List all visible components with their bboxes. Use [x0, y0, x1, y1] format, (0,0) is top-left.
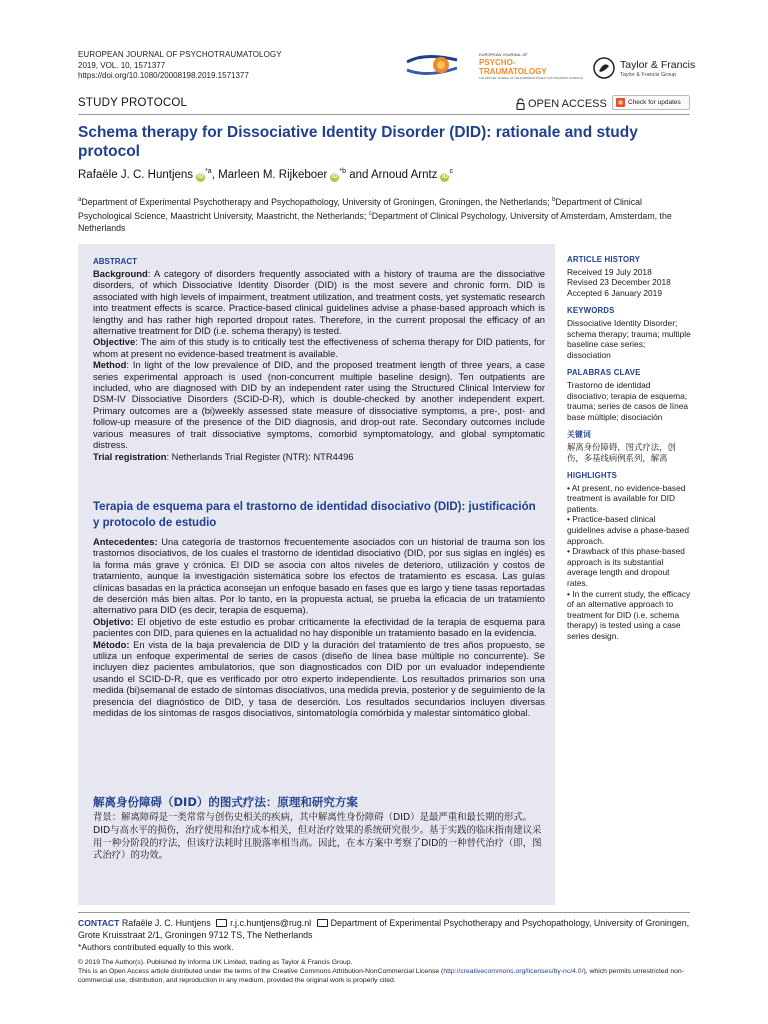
- publisher-sub: Taylor & Francis Group: [620, 72, 677, 78]
- taylor-francis-logo: [592, 56, 702, 84]
- orcid-icon[interactable]: iD: [197, 173, 204, 180]
- palabras-block: [567, 368, 691, 422]
- license-text-2: ), which permits unrestricted non-commercial use, distribution, and reproduction in any medium, provided the original work is properly cited.: [78, 968, 684, 985]
- affil-c: Department of Clinical Psychology, University of Amsterdam, Amsterdam, the Netherlands: [78, 210, 672, 233]
- license-text-1: This is an Open Access article distributed under the terms of the Creative Commons Attribution-NonCommercial License (: [78, 968, 444, 976]
- license-line: [78, 967, 690, 985]
- highlight-2: • Practice-based clinical guidelines advise a phase-based approach.: [567, 514, 689, 546]
- author-3[interactable]: and Arnoud Arntz: [346, 168, 438, 181]
- author-2[interactable]: , Marleen M. Rijkeboer: [211, 168, 328, 181]
- chinese-title: 解离身份障碍（DID）的图式疗法：原理和研究方案: [93, 795, 358, 809]
- trial-text: : Netherlands Trial Register (NTR): NTR4496: [166, 450, 354, 462]
- journal-logo: [405, 48, 583, 82]
- method-paragraph: [93, 359, 545, 450]
- author-1[interactable]: Rafaële J. C. Huntjens: [78, 168, 194, 181]
- background-label: Background: [93, 268, 148, 279]
- contact-label: CONTACT: [78, 918, 120, 928]
- background-text: : A category of disorders frequently associated with a history of trauma are the dissociative disorders, of which Dissociative Identity Disorder (DID) is the most severe and chronic form. DID is associated with high levels of impairment, treatment utilization, and treatment costs, yet systematic research into treatment effects is scarce. Practice-based clinical guidelines advise a phase-based approach which is lengthy and has rather high reported dropout rates. Therefore, in the current proposal the efficacy of an alternative treatment for DID (i.e. schema therapy) is tested.: [93, 268, 545, 337]
- orcid-icon[interactable]: iD: [331, 173, 338, 180]
- affiliations: [78, 194, 690, 234]
- copyright-line: © 2019 The Author(s). Published by Informa UK Limited, trading as Taylor & Francis Group.: [78, 959, 353, 966]
- orcid-icon[interactable]: iD: [441, 173, 448, 180]
- chinese-abstract: 背景：解离障碍是一类常常与创伤史相关的疾病，其中解离性身份障碍（DID）是最严重和最长期的形式。 DID与高水平的损伤，治疗使用和治疗成本相关，但对治疗效果的系统研究很少。基于实践的临床指南建议采用一种分阶段的疗法，但该疗法耗时且脱落率相当高。因此，在本方案中考察了DID的一种替代治疗（即，图式治疗）的功效。: [93, 812, 542, 862]
- publisher-name: Taylor & Francis: [620, 59, 696, 71]
- objetivo-label: Objetivo:: [93, 615, 134, 627]
- address-icon: [317, 919, 328, 927]
- method-label: Method: [93, 359, 127, 371]
- trial-label: Trial registration: [93, 450, 167, 462]
- article-history: [567, 255, 691, 298]
- highlight-4: • In the current study, the efficacy of an alternative approach to treatment for DID (i.e. schema therapy) is tested using a case series design.: [567, 588, 691, 641]
- affil-b-sup: b: [552, 197, 556, 203]
- affil-a-sup: a: [78, 197, 82, 203]
- article-type: STUDY PROTOCOL: [78, 97, 188, 109]
- check-updates-label: Check for updates: [628, 99, 681, 106]
- highlights-block: [567, 471, 691, 642]
- highlight-1: • At present, no evidence-based treatment is available for DID patients.: [567, 482, 686, 514]
- revised-date: Revised 23 December 2018: [567, 277, 671, 288]
- objective-paragraph: [93, 336, 545, 359]
- author-3-sup: c: [449, 168, 453, 175]
- keywords-text: Dissociative Identity Disorder; schema therapy; trauma; multiple baseline case series; dissociation: [567, 317, 691, 360]
- open-lock-icon: [516, 98, 525, 110]
- metodo-paragraph: [93, 639, 545, 719]
- palabras-text: Trastorno de identidad disociativo; terapia de esquema; trauma; series de casos de línea base múltiple; disociación: [567, 379, 689, 422]
- contact-name: Rafaële J. C. Huntjens: [121, 918, 211, 928]
- author-2-sup: *b: [339, 168, 346, 175]
- author-list: [78, 168, 453, 182]
- metodo-label: Método:: [93, 638, 130, 650]
- license-link[interactable]: http://creativecommons.org/licenses/by-nc/4.0/: [443, 968, 584, 976]
- open-access-label: OPEN ACCESS: [528, 98, 607, 110]
- objective-text: : The aim of this study is to critically test the effectiveness of schema therapy for DID patients, for whom at present no evidence-based treatment is available.: [93, 336, 545, 359]
- palabras-heading: PALABRAS CLAVE: [567, 368, 641, 378]
- antecedentes-text: Una categoría de trastornos frecuentemente asociados con un historial de trauma son los trastornos disociativos, de los cuales el trastorno de identidad disociativo (DID, por sus siglas en inglés) es la forma más grave y crónica. El DID se asocia con altos niveles de deterioro, utilización y costos de tratamiento, aunque la investigación sistemática sobre los efectos de tratamiento es escasa. Las guías clínicas basadas en la práctica aconsejan un enfoque basado en fases que es largo y tiene tasas reportadas de deserción más bien altas. Por lo tanto, en la propuesta actual, se prueba la eficacia de un tratamiento alternativo para DID (es decir, terapia de esquema).: [93, 536, 545, 616]
- zh-keywords-block: [567, 430, 691, 463]
- zh-keywords-text: 解离身份障碍，图式疗法，创伤，多基线病例系列，解离: [567, 441, 676, 463]
- check-updates-icon: [616, 98, 625, 107]
- highlight-3: • Drawback of this phase-based approach is its substantial average length and dropout rates.: [567, 546, 685, 589]
- keywords-heading: KEYWORDS: [567, 306, 615, 316]
- objetivo-text: El objetivo de este estudio es probar críticamente la efectividad de la terapia de esquema para pacientes con DID, para quienes en la actualidad no hay disponible un tratamiento basado en la evidencia.: [93, 615, 545, 639]
- antecedentes-paragraph: [93, 536, 545, 616]
- header-divider: [78, 114, 690, 115]
- check-updates-button[interactable]: [612, 95, 690, 110]
- article-sidebar: [567, 255, 691, 650]
- contact-address: Department of Experimental Psychotherapy and Psychopathology, University of Groningen, Grote Kruisstraat 2/1, Groningen 9712 TS, The Netherlands: [78, 918, 690, 940]
- highlights-heading: HIGHLIGHTS: [567, 471, 618, 481]
- affil-c-sup: c: [368, 210, 372, 217]
- metodo-text: En vista de la baja prevalencia de DID y la duración del tratamiento de tres años propuesto, se utiliza un enfoque experimental de series de casos (diseño de línea base múltiple no concurrente). Se incluyen diez pacientes ambulatorios, que son diagnosticados con DID por un evaluador independiente usando el SCID-D-R, que es verificado por otro experto independiente. Los resultados primarios son una medida (bi)semanal de estado de síntomas disociativos, una medida previa, posterior y de seguimiento de la presencia del diagnóstico de DID, y tasa de deserción. Los resultados secundarios incluyen diversas medidas de los síntomas de rasgos disociativos, sintomatología comórbida y malestar sintomático global.: [93, 638, 545, 719]
- footer-divider: [78, 912, 690, 913]
- english-abstract: [93, 268, 545, 462]
- article-title: Schema therapy for Dissociative Identity Disorder (DID): rationale and study protocol: [78, 124, 638, 160]
- zh-keywords-heading: 关键词: [567, 430, 591, 440]
- spanish-abstract: [93, 536, 545, 719]
- tf-emblem-icon: [592, 56, 616, 80]
- contact-block: [78, 918, 690, 941]
- received-date: Received 19 July 2018: [567, 266, 652, 277]
- copyright-block: [78, 958, 690, 986]
- keywords-block: [567, 306, 691, 360]
- logo-small-text: EUROPEAN JOURNAL OF: [479, 52, 528, 57]
- journal-volume: 2019, VOL. 10, 1571377: [78, 60, 166, 70]
- spanish-title: Terapia de esquema para el trastorno de identidad disociativo (DID): justificación y protocolo de estudio: [93, 501, 536, 529]
- background-paragraph: [93, 268, 545, 336]
- affil-a: Department of Experimental Psychotherapy and Psychopathology, University of Groningen, Groningen, the Netherlands;: [81, 196, 553, 207]
- logo-line2: TRAUMATOLOGY: [479, 67, 547, 76]
- objetivo-paragraph: [93, 616, 545, 639]
- contact-email[interactable]: r.j.c.huntjens@rug.nl: [230, 918, 312, 928]
- objective-label: Objective: [93, 336, 136, 348]
- journal-name: EUROPEAN JOURNAL OF PSYCHOTRAUMATOLOGY: [78, 50, 282, 59]
- antecedentes-label: Antecedentes:: [93, 536, 158, 547]
- equal-contribution-note: *Authors contributed equally to this work.: [78, 942, 234, 952]
- accepted-date: Accepted 6 January 2019: [567, 287, 662, 298]
- history-heading: ARTICLE HISTORY: [567, 255, 641, 264]
- abstract-label: ABSTRACT: [93, 257, 137, 266]
- email-icon: [216, 919, 227, 927]
- journal-doi[interactable]: https://doi.org/10.1080/20008198.2019.1571377: [78, 71, 249, 80]
- journal-header: [78, 50, 282, 82]
- affil-b: Department of Clinical Psychological Science, Maastricht University, Maastricht, the Netherlands;: [78, 196, 642, 221]
- logo-sub-text: THE OFFICIAL JOURNAL OF THE EUROPEAN SOCIETY FOR TRAUMATIC STRESS STUDIES: [479, 77, 583, 80]
- method-text: : In light of the low prevalence of DID, and the proposed treatment length of three years, a case series experimental approach is used (non-concurrent multiple baseline design). Ten outpatients are included, who are diagnosed with DID by an independent rater using the Structured Clinical Interview for DSM-IV Dissociative Disorders (SCID-D-R), which is double-checked by another independent expert. Primary outcomes are a (bi)weekly assessed state measure of dissociative symptoms, a pre-, post- and follow-up measure of the presence of the DID diagnosis, and drop-out rate. Secondary outcomes include various measures of trait dissociative symptoms, comorbid symptomatology, and global symptomatic distress.: [93, 359, 545, 451]
- logo-line1: PSYCHO-: [479, 58, 516, 67]
- author-1-sup: *a: [205, 168, 212, 175]
- open-access-badge: [516, 98, 607, 110]
- trial-paragraph: [93, 451, 545, 462]
